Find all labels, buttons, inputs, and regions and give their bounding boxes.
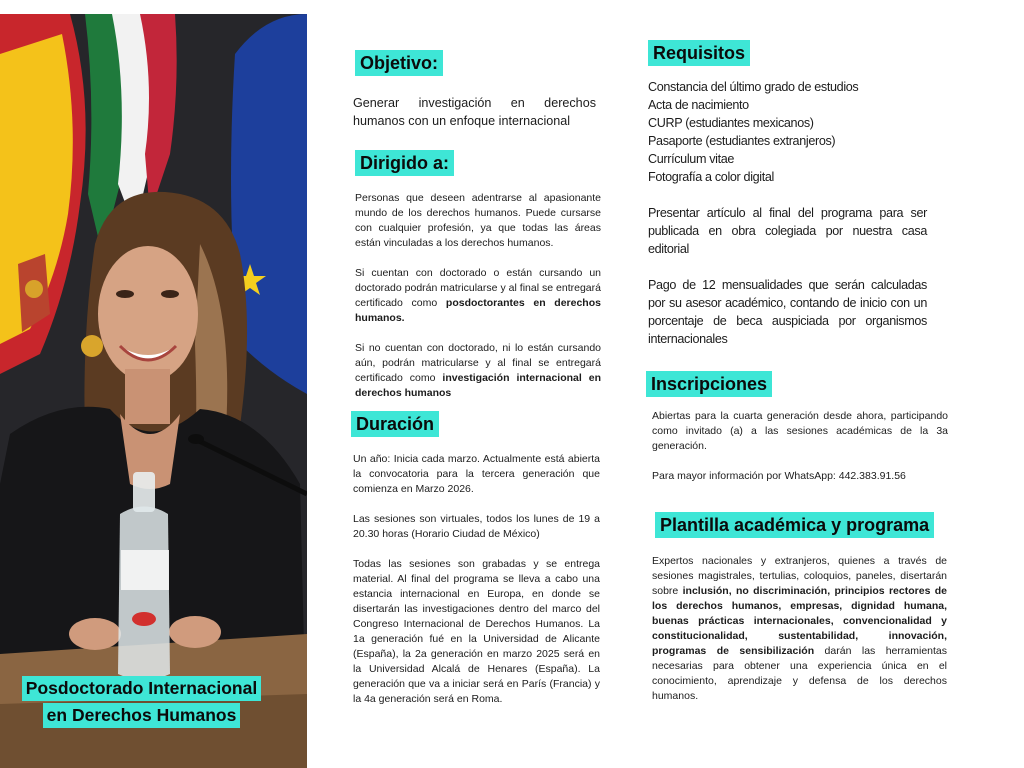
photo-caption (10, 676, 273, 701)
requisito-item: CURP (estudiantes mexicanos) (648, 116, 814, 130)
requisitos-articulo: Presentar artículo al final del programa para ser publicada en obra colegiada por nuestra casa editorial (648, 206, 927, 256)
inscripciones-heading: Inscripciones (646, 371, 772, 397)
speaker-photo-illustration (0, 14, 307, 768)
inscripciones-whatsapp: Para mayor información por WhatsApp: 442.383.91.56 (652, 470, 906, 482)
plantilla-text (652, 554, 947, 704)
requisito-item: Pasaporte (estudiantes extranjeros) (648, 134, 836, 148)
inscripciones-paragraph-1: Abiertas para la cuarta generación desde ahora, participando como invitado (a) a las sesiones académicas de la 3a generación. (652, 410, 948, 452)
objetivo-heading: Objetivo: (355, 50, 443, 76)
requisitos-heading: Requisitos (648, 40, 750, 66)
duracion-heading: Duración (351, 411, 439, 437)
objetivo-paragraph: Generar investigación en derechos humanos con un enfoque internacional (353, 96, 596, 128)
dirigido-paragraph-1: Personas que deseen adentrarse al apasionante mundo de los derechos humanos. Puede cursarse con cualquier profesión, ya que todas las áreas están vinculadas a los derechos humanos. (355, 192, 601, 249)
requisito-item: Acta de nacimiento (648, 98, 749, 112)
dirigido-paragraph-3: Si no cuentan con doctorado, ni lo están cursando aún, podrán matricularse y al final se entregará certificado como investigación internacional en derechos humanos (355, 342, 601, 399)
requisito-item: Constancia del último grado de estudios (648, 80, 859, 94)
requisito-item: Fotografía a color digital (648, 170, 775, 184)
plantilla-heading: Plantilla académica y programa (655, 512, 934, 538)
dirigido-paragraph-2: Si cuentan con doctorado o están cursando un doctorado podrán matricularse y al final se entregará certificado como posdoctorantes en derechos humanos. (355, 267, 601, 324)
inscripciones-text (652, 409, 948, 484)
objetivo-text (353, 94, 596, 130)
duracion-paragraph-3: Todas las sesiones son grabadas y se entrega material. Al final del programa se lleva a cabo una estancia internacional en Europa, en donde se disertarán las investigaciones dentro del marco del Congreso Internacional de Derechos Humanos. La 1a generación fué en la Universidad de Alicante (España), la 2a generación en marzo 2025 será en la Universidad Alcalá de Henares (España). La generación que va a iniciar será en París (Francia) y la 4a generación será en Roma. (353, 558, 600, 705)
dirigido-heading: Dirigido a: (355, 150, 454, 176)
duracion-text (353, 452, 600, 707)
requisitos-pago: Pago de 12 mensualidades que serán calculadas por su asesor académico, contando de inicio con un porcentaje de beca auspiciada por organismos internacionales (648, 278, 927, 346)
caption-line-1: Posdoctorado Internacional (22, 676, 261, 701)
photo-caption-2 (10, 703, 273, 728)
dirigido-text (355, 191, 601, 401)
requisito-item: Currículum vitae (648, 152, 735, 166)
plantilla-paragraph: Expertos nacionales y extranjeros, quienes a través de sesiones magistrales, tertulias, coloquios, paneles, disertarán sobre inclusión, no discriminación, principios rectores de los derechos humanos, empresas, dignidad humana, buenas prácticas internacionales, convencionalidad y constitucionalidad, sustentabilidad, innovación, programas de sensibilización darán las herramientas necesarias para obtener una experiencia única en el conocimiento, aprendizaje y defensa de los derechos humanos. (652, 555, 948, 702)
requisitos-text (648, 78, 927, 348)
duracion-paragraph-2: Las sesiones son virtuales, todos los lunes de 19 a 20.30 horas (Horario Ciudad de México) (353, 513, 600, 540)
caption-line-2: en Derechos Humanos (43, 703, 241, 728)
duracion-paragraph-1: Un año: Inicia cada marzo. Actualmente está abierta la convocatoria para la tercera generación que comienza en Marzo 2026. (353, 453, 600, 495)
speaker-photo (0, 14, 307, 768)
